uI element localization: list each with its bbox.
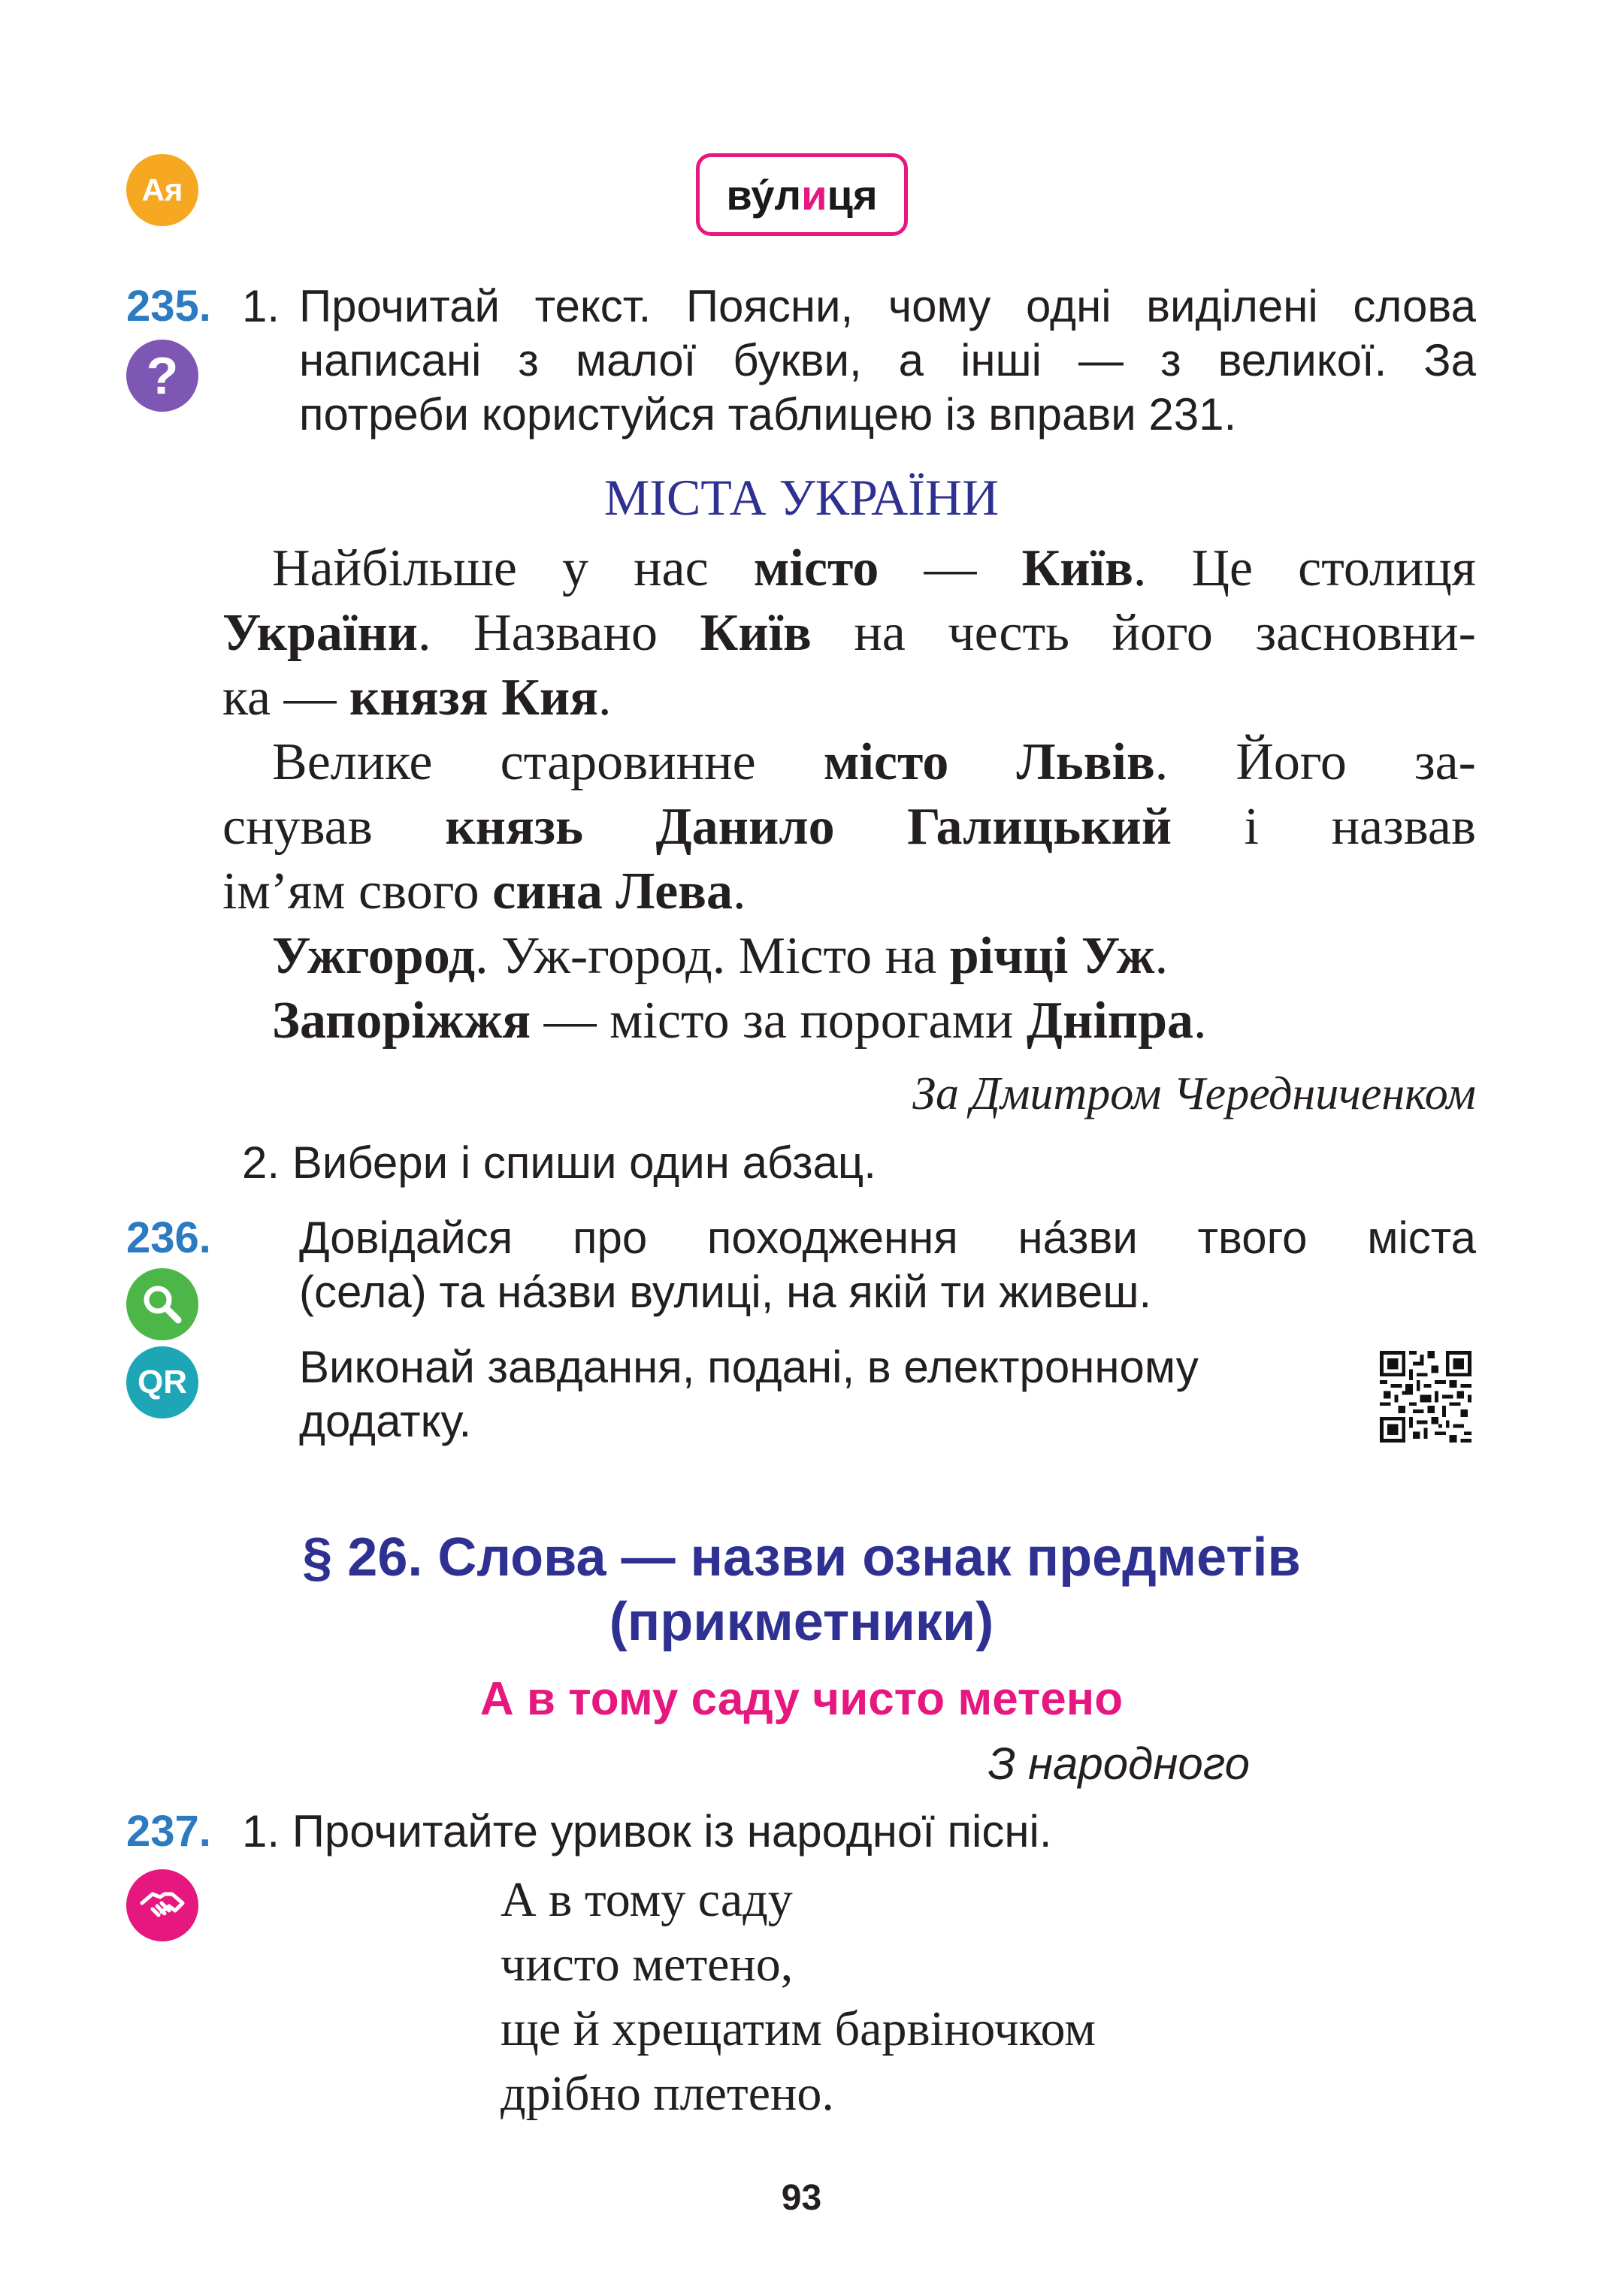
highlighted-word: Запоріжжя [272,992,531,1050]
exercise-235-task1-prefix: 1. [242,281,280,331]
text-source: За Дмитром Чередниченком [912,1068,1476,1119]
question-icon [126,340,198,412]
story-text-run: на честь його засновни- [811,604,1476,662]
story-text-run: . Це столиця [1133,539,1476,597]
qr-code-graphic [1380,1351,1471,1443]
dictionary-word-end: ця [827,171,878,219]
story-text-run: ка — [222,669,350,727]
story-text-run: — місто за порогами [531,992,1027,1050]
section-title [0,1525,1603,1654]
story-text-run: . [1154,927,1169,985]
text-title: МІСТА УКРАЇНИ [603,469,1000,526]
task-line: (села) та на́зви вулиці, на якій ти живеш. [299,1267,1152,1317]
story-text-run: . [732,863,746,920]
poem-line: чисто метено, [501,1937,794,1992]
story-text-run: . [1193,992,1207,1050]
story-text-run: . Названо [418,604,700,662]
qr-task [299,1340,1351,1449]
exercise-236-number: 236. [126,1213,211,1262]
story-text-run: . Уж-город. Місто на [475,927,950,985]
highlighted-word: сина Лева [492,863,733,920]
page-number: 93 [781,2178,822,2218]
highlighted-word: князь Данило Галицький [445,798,1172,856]
task-line: Виконай завдання, подані, в електронному [299,1342,1199,1392]
poem-line: дрібно плетено. [501,2066,834,2121]
story-paragraph-2-line-2 [222,795,1476,859]
task-line: Довідайся про походження на́зви твого міста [299,1213,1476,1263]
story-text-run: Велике старовинне [272,733,824,791]
magnifier-glyph [139,1281,186,1328]
story-paragraph-4 [222,989,1476,1053]
poem-line: А в тому саду [501,1872,793,1927]
story-text-run: ім’ям свого [222,863,493,920]
story-text-run: . [598,669,612,727]
highlighted-word: Ужгород [272,927,476,985]
epigraph-source: З народного [988,1739,1250,1789]
story-paragraph-1-line-3 [222,666,1476,730]
story-paragraph-2-line-3 [222,859,1476,924]
letters-icon [126,154,198,226]
exercise-235-task1 [299,279,1476,442]
exercise-235-task2: 2. Вибери і спиши один абзац. [242,1137,876,1188]
qr-icon-label: QR [138,1364,187,1400]
search-icon [126,1268,198,1340]
task1-line: потреби користуйся таблицею із вправи 231. [299,389,1237,440]
story-text-run: — [879,539,1022,597]
highlighted-word: Київ [700,604,812,662]
highlighted-word: України [222,604,419,662]
highlighted-word: місто [753,539,879,597]
story-text [222,536,1476,1053]
story-paragraph-3 [222,924,1476,989]
exercise-236-task [299,1211,1476,1319]
task-line: додатку. [299,1396,472,1446]
qr-icon [126,1346,198,1418]
highlighted-word: Дніпра [1026,992,1194,1050]
story-text-run: . Його за- [1154,733,1476,791]
highlighted-word: князя Кия [349,669,599,727]
letters-icon-text: Ая [141,172,183,207]
highlighted-word: Київ [1021,539,1133,597]
question-icon-mark: ? [146,346,179,405]
dictionary-word-start: ву́л [726,171,802,219]
story-text-run: снував [222,798,446,856]
epigraph: А в тому саду чисто метено [479,1673,1124,1725]
folk-song-excerpt [501,1868,1096,2126]
story-paragraph-1-line-2 [222,601,1476,666]
story-paragraph-1-line-1 [222,536,1476,601]
highlighted-word: місто Львів [823,733,1155,791]
story-text-run: і назвав [1172,798,1476,856]
exercise-237-task: 1. Прочитайте уривок із народної пісні. [242,1806,1052,1856]
highlighted-word: річці Уж [949,927,1155,985]
section-title-line: (прикметники) [609,1592,994,1652]
story-text-run: Найбільше у нас [272,539,754,597]
task1-line: написані з малої букви, а інші — з великої. За [299,335,1476,385]
task1-line: Прочитай текст. Поясни, чому одні виділені слова [299,281,1476,331]
section-title-line: § 26. Слова — назви ознак предметів [302,1527,1301,1588]
story-paragraph-2-line-1 [222,730,1476,795]
dictionary-word-accent-letter: и [801,171,827,219]
dictionary-word-box [696,153,908,236]
qr-code[interactable] [1380,1351,1471,1443]
exercise-235-number: 235. [126,282,211,331]
handshake-glyph [138,1881,187,1930]
handshake-icon [126,1869,198,1941]
poem-line: ще й хрещатим барвіночком [501,2001,1096,2056]
exercise-237-number: 237. [126,1807,211,1856]
